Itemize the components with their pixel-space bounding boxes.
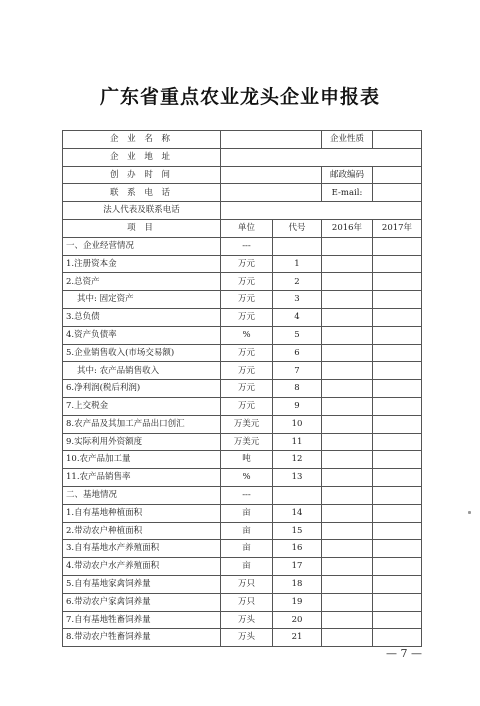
row-item: 11.农产品销售率 [63,469,221,487]
email-label: E-mail: [322,184,373,202]
company-address-value [221,148,422,166]
row-unit: 万美元 [221,415,273,433]
table-row [63,522,422,540]
row-2017-value [373,380,422,398]
row-2017-value [373,522,422,540]
row-2017-value [373,237,422,255]
row-unit: % [221,326,273,344]
page-title: 广东省重点农业龙头企业申报表 [99,86,380,108]
row-code: 3 [273,291,322,309]
row-2017-value [373,255,422,273]
row-2017-value [373,397,422,415]
row-code: 8 [273,380,322,398]
legal-rep-row [63,202,422,220]
row-unit: 万元 [221,380,273,398]
row-2016-value [322,486,373,504]
company-nature-value [373,131,422,149]
row-unit: 万头 [221,611,273,629]
company-name-row [63,131,422,149]
row-item: 2.带动农户种植面积 [63,522,221,540]
row-item: 5.自有基地家禽饲养量 [63,575,221,593]
row-item: 7.上交税金 [63,397,221,415]
row-2017-value [373,611,422,629]
row-code [273,237,322,255]
table-row [63,308,422,326]
header-code: 代号 [273,219,322,237]
row-item: 3.自有基地水产养殖面积 [63,540,221,558]
table-row [63,540,422,558]
row-2016-value [322,504,373,522]
table-row [63,415,422,433]
table-row [63,593,422,611]
row-item: 7.自有基地牲畜饲养量 [63,611,221,629]
row-item: 4.带动农户水产养殖面积 [63,558,221,576]
row-2017-value [373,415,422,433]
row-item: 5.企业销售收入(市场交易额) [63,344,221,362]
row-item: 其中: 农产品销售收入 [63,362,221,380]
row-2016-value [322,593,373,611]
row-2017-value [373,469,422,487]
row-unit: 万元 [221,273,273,291]
table-row [63,362,422,380]
header-item: 项 目 [63,219,221,237]
table-row [63,344,422,362]
table-row [63,469,422,487]
table-row [63,273,422,291]
row-2017-value [373,326,422,344]
row-code: 6 [273,344,322,362]
row-2017-value [373,344,422,362]
row-unit: 万元 [221,344,273,362]
table-row [63,486,422,504]
table-row [63,237,422,255]
row-2017-value [373,433,422,451]
email-value [373,184,422,202]
row-code: 17 [273,558,322,576]
legal-rep-label: 法人代表及联系电话 [63,202,221,220]
company-name-label: 企 业 名 称 [63,131,221,149]
row-item: 8.带动农户牲畜饲养量 [63,629,221,647]
table-row [63,629,422,647]
row-unit: 万元 [221,362,273,380]
row-2017-value [373,504,422,522]
table-row [63,433,422,451]
postcode-value [373,166,422,184]
row-code: 10 [273,415,322,433]
row-2017-value [373,362,422,380]
row-item: 9.实际利用外资额度 [63,433,221,451]
row-code: 11 [273,433,322,451]
row-2017-value [373,486,422,504]
table-row [63,291,422,309]
row-2017-value [373,291,422,309]
row-item: 一、企业经营情况 [63,237,221,255]
postcode-label: 邮政编码 [322,166,373,184]
staple-mark [468,511,471,514]
row-item: 3.总负债 [63,308,221,326]
row-2017-value [373,451,422,469]
row-item: 其中: 固定资产 [63,291,221,309]
row-unit: 万头 [221,629,273,647]
application-form-table [62,130,422,647]
row-2016-value [322,433,373,451]
row-2016-value [322,344,373,362]
row-item: 1.注册资本金 [63,255,221,273]
row-unit: 亩 [221,540,273,558]
row-2017-value [373,593,422,611]
row-2016-value [322,255,373,273]
table-row [63,255,422,273]
phone-row [63,184,422,202]
row-unit: --- [221,486,273,504]
row-2016-value [322,575,373,593]
row-2016-value [322,273,373,291]
row-code: 2 [273,273,322,291]
row-2016-value [322,237,373,255]
row-code: 7 [273,362,322,380]
row-unit: 亩 [221,504,273,522]
row-code: 1 [273,255,322,273]
row-2016-value [322,415,373,433]
row-2016-value [322,380,373,398]
row-2017-value [373,558,422,576]
row-unit: 亩 [221,522,273,540]
row-unit: 万只 [221,593,273,611]
row-2016-value [322,326,373,344]
row-unit: 万美元 [221,433,273,451]
table-row [63,558,422,576]
header-year-2016: 2016年 [322,219,373,237]
table-row [63,504,422,522]
row-item: 6.净利润(税后利润) [63,380,221,398]
page-number: — 7 — [386,647,422,660]
row-2016-value [322,540,373,558]
row-item: 8.农产品及其加工产品出口创汇 [63,415,221,433]
founded-value [221,166,322,184]
row-code: 13 [273,469,322,487]
row-code: 21 [273,629,322,647]
legal-rep-value [221,202,422,220]
row-code: 19 [273,593,322,611]
row-2016-value [322,522,373,540]
row-2016-value [322,362,373,380]
row-code: 4 [273,308,322,326]
row-2017-value [373,308,422,326]
row-item: 6.带动农户家禽饲养量 [63,593,221,611]
row-2016-value [322,611,373,629]
row-2016-value [322,451,373,469]
row-2016-value [322,469,373,487]
table-header-row [63,219,422,237]
row-2016-value [322,291,373,309]
row-2017-value [373,629,422,647]
table-row [63,451,422,469]
row-2016-value [322,397,373,415]
row-unit: 万只 [221,575,273,593]
header-year-2017: 2017年 [373,219,422,237]
company-name-value [221,131,322,149]
row-code: 9 [273,397,322,415]
table-row [63,326,422,344]
row-code: 5 [273,326,322,344]
row-item: 4.资产负债率 [63,326,221,344]
row-2016-value [322,629,373,647]
row-item: 二、基地情况 [63,486,221,504]
row-unit: 吨 [221,451,273,469]
table-row [63,380,422,398]
row-unit: 万元 [221,291,273,309]
row-2016-value [322,558,373,576]
row-2016-value [322,308,373,326]
row-unit: --- [221,237,273,255]
row-2017-value [373,575,422,593]
row-code: 18 [273,575,322,593]
row-item: 2.总资产 [63,273,221,291]
row-code: 16 [273,540,322,558]
row-2017-value [373,273,422,291]
row-code: 14 [273,504,322,522]
row-unit: % [221,469,273,487]
row-unit: 万元 [221,308,273,326]
phone-label: 联 系 电 话 [63,184,221,202]
founded-label: 创 办 时 间 [63,166,221,184]
row-item: 10.农产品加工量 [63,451,221,469]
row-code [273,486,322,504]
table-row [63,397,422,415]
row-code: 15 [273,522,322,540]
row-2017-value [373,540,422,558]
row-code: 12 [273,451,322,469]
header-unit: 单位 [221,219,273,237]
row-item: 1.自有基地种植面积 [63,504,221,522]
row-unit: 亩 [221,558,273,576]
founded-row [63,166,422,184]
table-row [63,611,422,629]
phone-value [221,184,322,202]
company-nature-label: 企业性质 [322,131,373,149]
table-row [63,575,422,593]
company-address-label: 企 业 地 址 [63,148,221,166]
row-code: 20 [273,611,322,629]
row-unit: 万元 [221,397,273,415]
company-address-row [63,148,422,166]
row-unit: 万元 [221,255,273,273]
